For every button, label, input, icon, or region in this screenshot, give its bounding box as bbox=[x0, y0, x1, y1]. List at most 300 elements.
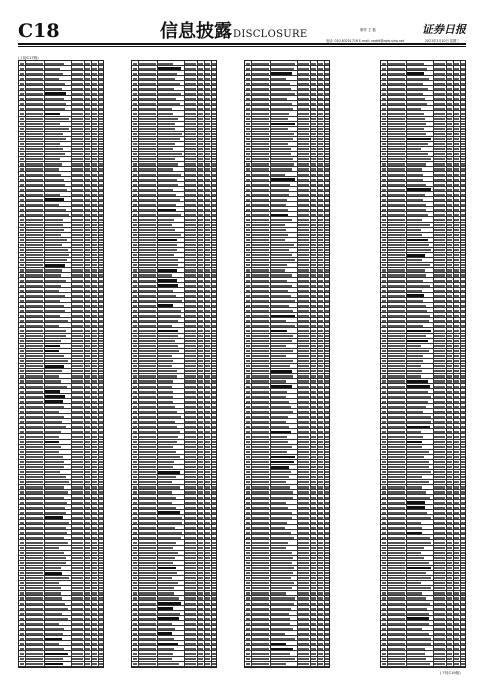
listing-cell-name bbox=[271, 416, 288, 418]
listing-cell-m2 bbox=[205, 446, 210, 448]
listing-cell-m3 bbox=[99, 476, 104, 478]
listing-cell-code bbox=[252, 189, 269, 191]
listing-cell-m1 bbox=[85, 658, 90, 660]
listing-cell-m2 bbox=[318, 380, 323, 382]
date-line: 2021年3月10日 星期三 bbox=[425, 39, 460, 43]
listing-cell-m2 bbox=[92, 663, 97, 665]
listing-cell-no bbox=[133, 295, 137, 297]
listing-cell-no bbox=[246, 592, 250, 594]
listing-cell-name bbox=[271, 476, 290, 478]
listing-cell-no bbox=[20, 421, 24, 423]
listing-cell-val bbox=[72, 295, 83, 297]
listing-cell-m1 bbox=[85, 320, 90, 322]
listing-cell-val bbox=[72, 290, 83, 292]
listing-cell-m1 bbox=[85, 375, 90, 377]
listing-cell-code bbox=[26, 340, 43, 342]
listing-cell-val bbox=[185, 88, 196, 90]
listing-cell-m3 bbox=[99, 532, 104, 534]
listing-cell-m2 bbox=[318, 259, 323, 261]
listing-cell-no bbox=[133, 108, 137, 110]
listing-cell-name bbox=[271, 239, 286, 241]
listing-cell-no bbox=[246, 618, 250, 620]
listing-cell-name bbox=[158, 113, 174, 115]
listing-cell-code bbox=[139, 310, 156, 312]
listing-cell-m3 bbox=[325, 153, 330, 155]
listing-cell-val bbox=[72, 68, 83, 70]
listing-cell-code bbox=[139, 547, 156, 549]
listing-cell-name bbox=[271, 608, 292, 610]
listing-cell-m3 bbox=[212, 123, 217, 125]
listing-cell-m2 bbox=[92, 396, 97, 398]
listing-cell-val bbox=[298, 98, 309, 100]
listing-cell-no bbox=[20, 174, 24, 176]
listing-cell-no bbox=[133, 209, 137, 211]
listing-cell-m2 bbox=[318, 123, 323, 125]
listing-cell-m1 bbox=[198, 557, 203, 559]
listing-cell-code bbox=[139, 199, 156, 201]
listing-cell-val bbox=[298, 88, 309, 90]
listing-cell-name bbox=[158, 249, 177, 251]
listing-cell-m2 bbox=[318, 436, 323, 438]
listing-cell-m3 bbox=[99, 174, 104, 176]
listing-cell-m2 bbox=[92, 391, 97, 393]
listing-cell-m1 bbox=[198, 158, 203, 160]
listing-cell-no bbox=[246, 633, 250, 635]
listing-cell-val bbox=[185, 587, 196, 589]
listing-cell-val bbox=[185, 113, 196, 115]
listing-cell-m2 bbox=[318, 330, 323, 332]
listing-cell-m1 bbox=[85, 98, 90, 100]
listing-cell-no bbox=[246, 522, 250, 524]
listing-cell-m2 bbox=[205, 113, 210, 115]
listing-cell-name bbox=[158, 628, 175, 630]
listing-cell-val bbox=[72, 658, 83, 660]
listing-cell-m3 bbox=[325, 249, 330, 251]
listing-cell-m2 bbox=[92, 557, 97, 559]
listing-cell-code bbox=[252, 320, 269, 322]
listing-cell-val bbox=[298, 194, 309, 196]
listing-cell-val bbox=[298, 168, 309, 170]
listing-cell-no bbox=[20, 577, 24, 579]
listing-cell-m2 bbox=[92, 502, 97, 504]
listing-cell-m1 bbox=[198, 365, 203, 367]
listing-cell-code bbox=[139, 507, 156, 509]
listing-cell-m1 bbox=[85, 512, 90, 514]
listing-cell-val bbox=[298, 355, 309, 357]
listing-cell-val bbox=[185, 396, 196, 398]
listing-cell-val bbox=[72, 138, 83, 140]
listing-cell-code bbox=[139, 128, 156, 130]
listing-cell-name bbox=[158, 133, 182, 135]
listing-cell-m3 bbox=[212, 608, 217, 610]
listing-cell-no bbox=[20, 148, 24, 150]
listing-cell-val bbox=[185, 249, 196, 251]
listing-cell-m2 bbox=[92, 290, 97, 292]
listing-cell-name bbox=[158, 259, 178, 261]
listing-cell-code bbox=[252, 507, 269, 509]
listing-cell-m2 bbox=[205, 491, 210, 493]
listing-cell-m3 bbox=[99, 295, 104, 297]
listing-cell-m3 bbox=[212, 380, 217, 382]
listing-cell-no bbox=[246, 416, 250, 418]
listing-cell-val bbox=[298, 229, 309, 231]
listing-cell-m1 bbox=[311, 396, 316, 398]
listing-cell-name bbox=[45, 648, 64, 650]
listing-cell-code bbox=[139, 330, 156, 332]
listing-cell-m1 bbox=[198, 537, 203, 539]
listing-cell-no bbox=[133, 350, 137, 352]
listing-cell-m3 bbox=[212, 401, 217, 403]
listing-cell-code bbox=[26, 466, 43, 468]
listing-cell-m1 bbox=[198, 491, 203, 493]
listing-cell-code bbox=[139, 456, 156, 458]
listing-cell-name bbox=[158, 582, 179, 584]
listing-cell-val bbox=[298, 446, 309, 448]
listing-cell-no bbox=[20, 78, 24, 80]
table-caption: (上接C17版) bbox=[18, 56, 39, 60]
listing-cell-m2 bbox=[92, 507, 97, 509]
listing-cell-m3 bbox=[212, 416, 217, 418]
listing-cell-code bbox=[139, 280, 156, 282]
listing-cell-m3 bbox=[99, 436, 104, 438]
listing-cell-no bbox=[133, 118, 137, 120]
listing-cell-name bbox=[45, 88, 62, 90]
listing-cell-name bbox=[158, 128, 176, 130]
listing-cell-no bbox=[246, 68, 250, 70]
listing-cell-name bbox=[158, 401, 173, 403]
listing-cell-m2 bbox=[318, 194, 323, 196]
listing-cell-code bbox=[139, 481, 156, 483]
listing-cell-m1 bbox=[311, 401, 316, 403]
listing-cell-m2 bbox=[318, 83, 323, 85]
listing-cell-name bbox=[158, 421, 176, 423]
listing-cell-m2 bbox=[205, 537, 210, 539]
listing-cell-name bbox=[271, 204, 287, 206]
listing-cell-val bbox=[72, 456, 83, 458]
listing-cell-m2 bbox=[205, 628, 210, 630]
listing-cell-m1 bbox=[85, 290, 90, 292]
listing-cell-no bbox=[20, 229, 24, 231]
listing-cell-m1 bbox=[311, 305, 316, 307]
listing-cell-m1 bbox=[85, 163, 90, 165]
listing-cell-name bbox=[45, 184, 66, 186]
listing-cell-code bbox=[252, 628, 269, 630]
listing-cell-no bbox=[246, 335, 250, 337]
listing-cell-name bbox=[45, 603, 66, 605]
listing-cell-name bbox=[271, 527, 285, 529]
listing-cell-val bbox=[298, 532, 309, 534]
listing-cell-m2 bbox=[205, 300, 210, 302]
listing-cell-m2 bbox=[318, 476, 323, 478]
listing-cell-m2 bbox=[318, 486, 323, 488]
listing-cell-m1 bbox=[311, 638, 316, 640]
listing-cell-name bbox=[271, 456, 296, 459]
listing-cell-no bbox=[20, 380, 24, 382]
listing-cell-no bbox=[246, 532, 250, 534]
listing-cell-m1 bbox=[198, 401, 203, 403]
listing-cell-m1 bbox=[311, 340, 316, 342]
listing-cell-name bbox=[158, 396, 173, 398]
listing-cell-name bbox=[271, 451, 287, 453]
listing-cell-name bbox=[158, 436, 179, 438]
listing-cell-code bbox=[26, 355, 43, 357]
listing-cell-m1 bbox=[85, 280, 90, 282]
listing-cell-m3 bbox=[99, 592, 104, 594]
listing-cell-m1 bbox=[198, 608, 203, 610]
listing-cell-m1 bbox=[198, 300, 203, 302]
listing-cell-code bbox=[252, 597, 269, 599]
listing-cell-m3 bbox=[212, 300, 217, 302]
listing-cell-m3 bbox=[212, 592, 217, 594]
listing-cell-m2 bbox=[92, 78, 97, 80]
listing-cell-no bbox=[20, 189, 24, 191]
listing-cell-name bbox=[158, 340, 175, 342]
listing-cell-val bbox=[72, 153, 83, 155]
listing-cell-val bbox=[72, 244, 83, 246]
listing-cell-m1 bbox=[85, 300, 90, 302]
listing-cell-name bbox=[45, 476, 66, 478]
listing-cell-m1 bbox=[311, 108, 316, 110]
listing-cell-m2 bbox=[92, 633, 97, 635]
listing-cell-code bbox=[26, 633, 43, 635]
listing-cell-val bbox=[72, 360, 83, 362]
listing-cell-m3 bbox=[99, 269, 104, 271]
listing-cell-code bbox=[252, 274, 269, 276]
listing-cell-name bbox=[158, 466, 173, 468]
listing-cell-no bbox=[246, 451, 250, 453]
listing-cell-m2 bbox=[318, 623, 323, 625]
listing-cell-code bbox=[252, 532, 269, 534]
listing-cell-name bbox=[271, 562, 293, 564]
listing-cell-code bbox=[139, 476, 156, 478]
listing-cell-code bbox=[26, 542, 43, 544]
listing-cell-m2 bbox=[205, 249, 210, 251]
listing-cell-m2 bbox=[92, 436, 97, 438]
listing-cell-no bbox=[246, 421, 250, 423]
listing-cell-name bbox=[45, 249, 68, 251]
listing-cell-no bbox=[246, 643, 250, 645]
listing-cell-no bbox=[246, 481, 250, 483]
listing-cell-m1 bbox=[311, 375, 316, 377]
listing-cell-m2 bbox=[205, 168, 210, 170]
listing-cell-code bbox=[252, 380, 269, 382]
listing-cell-no bbox=[246, 229, 250, 231]
listing-cell-code bbox=[139, 431, 156, 433]
contact-line: 电话: 010-83251716 E-mail: zqrb9@zqrb.sina.net bbox=[326, 39, 405, 43]
listing-cell-val bbox=[298, 264, 309, 266]
listing-cell-name bbox=[158, 279, 177, 282]
listing-cell-val bbox=[72, 587, 83, 589]
listing-cell-val bbox=[185, 340, 196, 342]
listing-cell-code bbox=[252, 209, 269, 211]
listing-cell-m1 bbox=[85, 547, 90, 549]
listing-cell-m3 bbox=[99, 108, 104, 110]
listing-cell-no bbox=[20, 113, 24, 115]
listing-cell-m3 bbox=[325, 128, 330, 130]
listing-cell-m1 bbox=[311, 315, 316, 317]
listing-cell-code bbox=[252, 451, 269, 453]
listing-cell-no bbox=[20, 133, 24, 135]
listing-cell-name bbox=[158, 502, 172, 504]
listing-cell-m3 bbox=[212, 446, 217, 448]
listing-cell-m2 bbox=[318, 290, 323, 292]
listing-cell-code bbox=[139, 269, 156, 271]
listing-cell-m2 bbox=[205, 103, 210, 105]
header-rule-thick bbox=[18, 43, 466, 45]
listing-cell-val bbox=[298, 360, 309, 362]
listing-cell-val bbox=[298, 234, 309, 236]
listing-cell-m3 bbox=[99, 214, 104, 216]
listing-cell-m2 bbox=[92, 209, 97, 211]
listing-cell-no bbox=[246, 380, 250, 382]
listing-cell-no bbox=[246, 179, 250, 181]
listing-cell-val bbox=[298, 224, 309, 226]
listing-cell-name bbox=[158, 476, 176, 478]
listing-cell-val bbox=[298, 567, 309, 569]
listing-cell-name bbox=[158, 411, 177, 413]
listing-cell-code bbox=[252, 527, 269, 529]
listing-cell-no bbox=[133, 249, 137, 251]
listing-cell-val bbox=[185, 234, 196, 236]
listing-cell-name bbox=[158, 446, 173, 448]
listing-cell-m3 bbox=[325, 168, 330, 170]
listing-cell-name bbox=[158, 304, 174, 307]
listing-cell-m2 bbox=[318, 285, 323, 287]
listing-cell-m1 bbox=[198, 209, 203, 211]
listing-cell-name bbox=[271, 522, 287, 524]
listing-cell-m1 bbox=[198, 431, 203, 433]
listing-cell-code bbox=[26, 204, 43, 206]
listing-cell-m2 bbox=[205, 572, 210, 574]
listing-cell-m1 bbox=[85, 577, 90, 579]
listing-cell-code bbox=[26, 658, 43, 660]
listing-cell-code bbox=[139, 355, 156, 357]
listing-cell-name bbox=[271, 491, 294, 493]
listing-cell-name bbox=[158, 204, 177, 206]
listing-cell-m2 bbox=[92, 375, 97, 377]
listing-cell-name bbox=[158, 269, 177, 272]
listing-cell-val bbox=[298, 335, 309, 337]
listing-cell-val bbox=[298, 491, 309, 493]
listing-cell-val bbox=[72, 592, 83, 594]
listing-cell-val bbox=[185, 466, 196, 468]
listing-cell-code bbox=[139, 163, 156, 165]
listing-cell-name bbox=[45, 411, 59, 413]
listing-cell-m3 bbox=[325, 582, 330, 584]
listing-cell-val bbox=[185, 138, 196, 140]
listing-cell-code bbox=[252, 537, 269, 539]
listing-cell-m3 bbox=[99, 380, 104, 382]
listing-cell-m2 bbox=[318, 254, 323, 256]
listing-cell-name bbox=[271, 295, 291, 297]
listing-cell-val bbox=[298, 597, 309, 599]
listing-cell-val bbox=[185, 557, 196, 559]
listing-cell-no bbox=[133, 103, 137, 105]
listing-cell-name bbox=[45, 234, 62, 236]
listing-cell-m2 bbox=[205, 557, 210, 559]
listing-cell-m3 bbox=[325, 88, 330, 90]
listing-cell-m2 bbox=[318, 340, 323, 342]
listing-cell-code bbox=[139, 502, 156, 504]
listing-cell-m1 bbox=[198, 98, 203, 100]
listing-cell-name bbox=[158, 391, 174, 393]
listing-cell-code bbox=[252, 118, 269, 120]
listing-cell-m2 bbox=[92, 456, 97, 458]
listing-cell-m3 bbox=[99, 365, 104, 367]
listing-cell-val bbox=[72, 451, 83, 453]
listing-cell-m1 bbox=[198, 128, 203, 130]
listing-cell-m3 bbox=[99, 456, 104, 458]
listing-cell-name bbox=[45, 481, 69, 483]
listing-cell-m3 bbox=[212, 138, 217, 140]
listing-cell-m1 bbox=[198, 603, 203, 605]
listing-cell-m2 bbox=[92, 608, 97, 610]
listing-cell-val bbox=[72, 380, 83, 382]
listing-cell-val bbox=[72, 572, 83, 574]
listing-cell-val bbox=[298, 547, 309, 549]
listing-cell-m2 bbox=[318, 280, 323, 282]
listing-cell-name bbox=[158, 254, 175, 256]
listing-cell-m2 bbox=[92, 567, 97, 569]
listing-cell-m1 bbox=[85, 148, 90, 150]
listing-cell-val bbox=[185, 456, 196, 458]
listing-cell-no bbox=[133, 234, 137, 236]
listing-cell-name bbox=[45, 512, 66, 514]
listing-cell-no bbox=[20, 618, 24, 620]
listing-cell-code bbox=[139, 562, 156, 564]
listing-cell-m2 bbox=[92, 486, 97, 488]
listing-cell-m1 bbox=[198, 628, 203, 630]
listing-cell-code bbox=[139, 83, 156, 85]
listing-cell-val bbox=[298, 254, 309, 256]
listing-cell-no bbox=[133, 345, 137, 347]
listing-cell-m1 bbox=[85, 335, 90, 337]
listing-cell-code bbox=[26, 491, 43, 493]
listing-cell-m3 bbox=[212, 128, 217, 130]
listing-cell-code bbox=[252, 239, 269, 241]
listing-cell-m2 bbox=[318, 214, 323, 216]
listing-cell-val bbox=[298, 209, 309, 211]
listing-cell-name bbox=[271, 219, 293, 221]
listing-cell-m3 bbox=[99, 320, 104, 322]
listing-cell-code bbox=[26, 335, 43, 337]
listing-cell-code bbox=[252, 613, 269, 615]
listing-cell-m3 bbox=[212, 224, 217, 226]
listing-cell-name bbox=[45, 269, 63, 271]
listing-cell-no bbox=[133, 83, 137, 85]
listing-cell-code bbox=[26, 133, 43, 135]
listing-cell-m3 bbox=[325, 340, 330, 342]
listing-cell-name bbox=[158, 527, 175, 529]
listing-cell-m1 bbox=[85, 158, 90, 160]
listing-cell-code bbox=[252, 618, 269, 620]
listing-cell-val bbox=[185, 219, 196, 221]
listing-cell-m3 bbox=[212, 118, 217, 120]
listing-cell-name bbox=[45, 280, 67, 282]
listing-cell-m1 bbox=[311, 224, 316, 226]
listing-cell-m1 bbox=[311, 386, 316, 388]
listing-cell-val bbox=[298, 421, 309, 423]
listing-cell-code bbox=[139, 426, 156, 428]
listing-cell-m2 bbox=[92, 68, 97, 70]
listing-cell-m2 bbox=[205, 547, 210, 549]
listing-cell-m3 bbox=[99, 411, 104, 413]
listing-cell-m3 bbox=[99, 562, 104, 564]
listing-cell-no bbox=[133, 527, 137, 529]
listing-cell-code bbox=[26, 436, 43, 438]
listing-cell-code bbox=[26, 345, 43, 347]
listing-cell-m2 bbox=[318, 138, 323, 140]
